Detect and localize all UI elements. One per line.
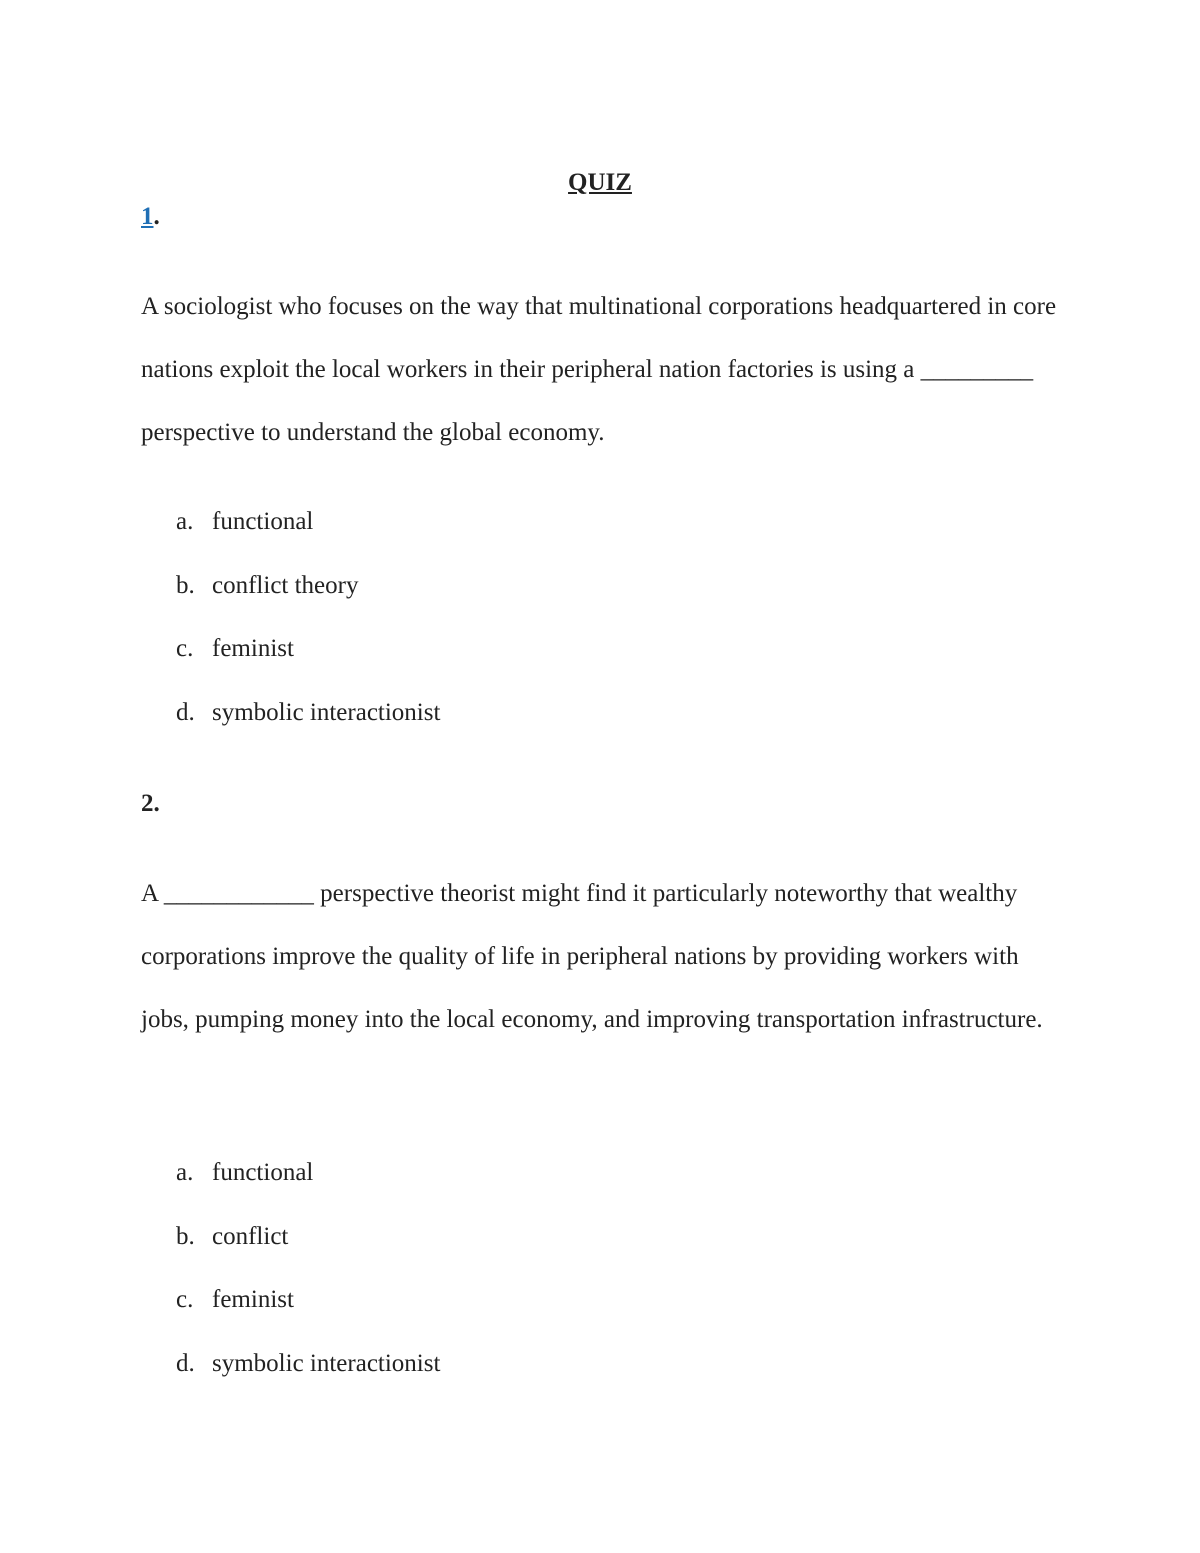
question-1-suffix: . [153,203,160,230]
option-item [176,1283,440,1347]
question-2-suffix: . [153,790,160,817]
option-label: symbolic interactionist [212,698,441,726]
option-label: feminist [212,635,294,662]
question-2-number-text: 2 [141,790,154,817]
question-2-text: A ____________ perspective theorist might find it particularly noteworthy that wealthy corporations improve the quality of life in peripheral nations by providing workers with jobs, pumping money into the local economy, and improving transportation infrastructure. [141,880,1043,1033]
option-label: functional [212,508,314,535]
option-item [176,1347,440,1411]
option-letter: d. [176,1349,195,1377]
option-letter: b. [176,1222,195,1250]
option-label: feminist [212,1286,294,1313]
option-label: functional [212,1159,314,1186]
option-label: conflict [212,1222,289,1250]
option-item [176,632,440,696]
option-letter: a. [176,1159,194,1186]
option-item [176,696,440,760]
option-letter: b. [176,571,195,599]
question-1-number [141,200,160,234]
option-letter: c. [176,1286,194,1313]
question-1-text: A sociologist who focuses on the way that multinational corporations headquartered in core nations exploit the local workers in their peripheral nation factories is using a _________ perspective to understand the global economy. [141,293,1057,446]
option-letter: d. [176,698,195,726]
option-item [176,569,440,633]
option-letter: a. [176,508,194,535]
option-label: conflict theory [212,571,359,599]
question-2-options [176,1156,440,1410]
option-item [176,1220,440,1284]
option-letter: c. [176,635,194,662]
page-title: QUIZ [568,169,632,196]
question-1-link[interactable]: 1 [141,203,154,230]
question-2-number [141,787,160,821]
option-item [176,1156,440,1220]
option-label: symbolic interactionist [212,1349,441,1377]
question-1-options [176,505,440,759]
option-item [176,505,440,569]
